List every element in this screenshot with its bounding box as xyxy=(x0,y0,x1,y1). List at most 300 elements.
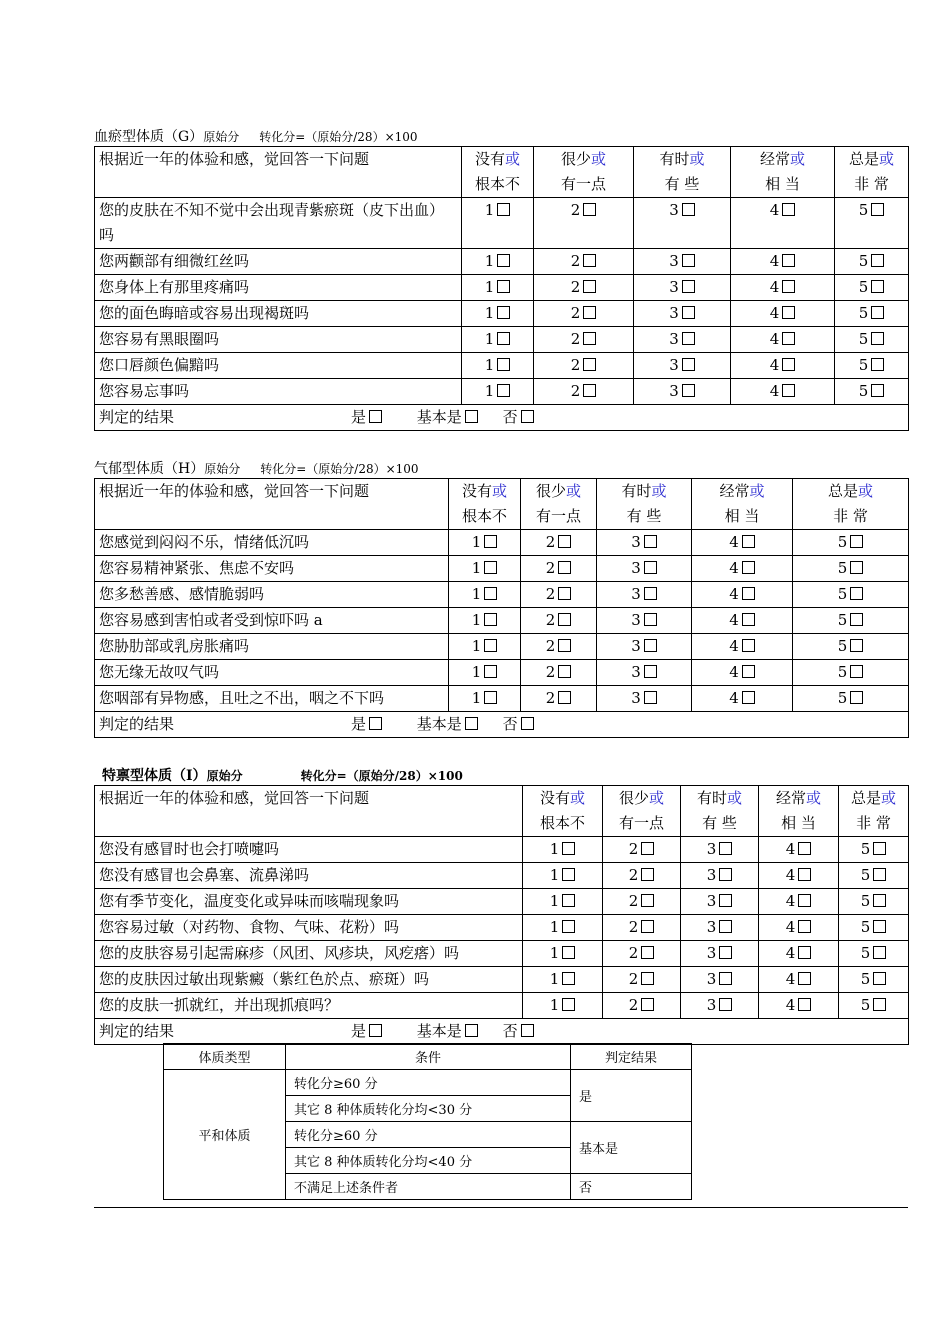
header-row xyxy=(95,479,909,530)
score-option[interactable] xyxy=(603,889,681,915)
score-option[interactable] xyxy=(521,634,597,660)
verdict-row xyxy=(95,1019,909,1045)
score-option[interactable] xyxy=(793,582,909,608)
score-option[interactable] xyxy=(793,608,909,634)
score-option[interactable] xyxy=(534,198,634,249)
option-header: 有时或 有 些 xyxy=(597,479,692,530)
score-option[interactable] xyxy=(759,941,839,967)
score-option[interactable] xyxy=(603,967,681,993)
score-checkbox[interactable] xyxy=(742,613,755,626)
score-checkbox[interactable] xyxy=(873,998,886,1011)
checkbox-yes[interactable] xyxy=(369,717,382,730)
score-checkbox[interactable] xyxy=(558,613,571,626)
option-header: 很少或 有一点 xyxy=(534,147,634,198)
score-checkbox[interactable] xyxy=(583,280,596,293)
checkbox-no[interactable] xyxy=(521,717,534,730)
score-option[interactable] xyxy=(521,686,597,712)
score-option[interactable] xyxy=(634,198,731,249)
score-option[interactable] xyxy=(534,353,634,379)
score-checkbox[interactable] xyxy=(583,203,596,216)
score-option[interactable] xyxy=(681,889,759,915)
score-number: 2 xyxy=(570,330,581,348)
score-number: 4 xyxy=(785,918,796,936)
score-checkbox[interactable] xyxy=(798,868,811,881)
score-option[interactable] xyxy=(692,660,793,686)
score-option[interactable] xyxy=(759,863,839,889)
score-option[interactable] xyxy=(521,556,597,582)
score-checkbox[interactable] xyxy=(484,639,497,652)
score-checkbox[interactable] xyxy=(742,665,755,678)
conversion-formula: 转化分=（原始分/28）×100 xyxy=(300,769,463,783)
score-option[interactable] xyxy=(835,198,909,249)
score-number: 5 xyxy=(858,330,869,348)
question-row xyxy=(95,915,909,941)
score-option[interactable] xyxy=(793,530,909,556)
score-checkbox[interactable] xyxy=(798,946,811,959)
score-number: 5 xyxy=(858,201,869,219)
score-option[interactable] xyxy=(681,993,759,1019)
score-checkbox[interactable] xyxy=(641,946,654,959)
score-option[interactable] xyxy=(597,686,692,712)
score-number: 4 xyxy=(729,637,739,655)
score-option[interactable] xyxy=(534,327,634,353)
score-option[interactable] xyxy=(523,837,603,863)
score-checkbox[interactable] xyxy=(871,358,884,371)
score-number: 3 xyxy=(706,996,717,1014)
score-checkbox[interactable] xyxy=(583,384,596,397)
score-checkbox[interactable] xyxy=(798,920,811,933)
question-row xyxy=(95,582,909,608)
score-checkbox[interactable] xyxy=(742,535,755,548)
score-option[interactable] xyxy=(523,993,603,1019)
score-option[interactable] xyxy=(523,889,603,915)
question-text: 您容易感到害怕或者受到惊吓吗 a xyxy=(95,608,449,634)
score-option[interactable] xyxy=(449,582,521,608)
score-option[interactable] xyxy=(839,889,909,915)
score-checkbox[interactable] xyxy=(641,920,654,933)
score-option[interactable] xyxy=(521,660,597,686)
score-checkbox[interactable] xyxy=(583,332,596,345)
score-checkbox[interactable] xyxy=(558,561,571,574)
score-number: 3 xyxy=(669,356,679,374)
score-option[interactable] xyxy=(603,993,681,1019)
header-row xyxy=(95,147,909,198)
score-checkbox[interactable] xyxy=(497,358,510,371)
score-option[interactable] xyxy=(603,837,681,863)
question-text: 您感觉到闷闷不乐，情绪低沉吗 xyxy=(95,530,449,556)
raw-score-label: 原始分 xyxy=(203,130,240,144)
question-row xyxy=(95,889,909,915)
checkbox-yes[interactable] xyxy=(369,1024,382,1037)
score-option[interactable] xyxy=(835,353,909,379)
score-option[interactable] xyxy=(521,530,597,556)
score-checkbox[interactable] xyxy=(742,587,755,600)
score-checkbox[interactable] xyxy=(583,254,596,267)
score-option[interactable] xyxy=(597,634,692,660)
score-checkbox[interactable] xyxy=(798,972,811,985)
score-option[interactable] xyxy=(534,301,634,327)
score-checkbox[interactable] xyxy=(562,842,575,855)
score-option[interactable] xyxy=(681,837,759,863)
score-option[interactable] xyxy=(449,530,521,556)
score-checkbox[interactable] xyxy=(583,306,596,319)
score-number: 1 xyxy=(484,278,495,296)
score-number: 2 xyxy=(545,611,556,629)
score-checkbox[interactable] xyxy=(562,920,575,933)
score-option[interactable] xyxy=(523,967,603,993)
score-number: 3 xyxy=(669,201,679,219)
verdict-label: 判定的结果 xyxy=(99,408,175,426)
verdict-label: 判定的结果 xyxy=(99,715,175,733)
score-option[interactable] xyxy=(449,660,521,686)
score-option[interactable] xyxy=(597,660,692,686)
score-option[interactable] xyxy=(449,634,521,660)
score-option[interactable] xyxy=(681,941,759,967)
score-number: 3 xyxy=(669,278,679,296)
score-option[interactable] xyxy=(839,993,909,1019)
score-number: 5 xyxy=(858,382,869,400)
score-option[interactable] xyxy=(692,556,793,582)
score-checkbox[interactable] xyxy=(644,639,657,652)
score-number: 4 xyxy=(729,611,739,629)
criteria-header-type: 体质类型 xyxy=(164,1044,286,1070)
score-checkbox[interactable] xyxy=(682,254,695,267)
score-checkbox[interactable] xyxy=(484,665,497,678)
score-number: 5 xyxy=(837,663,848,681)
question-row xyxy=(95,686,909,712)
score-number: 1 xyxy=(549,944,560,962)
score-checkbox[interactable] xyxy=(682,384,695,397)
score-option[interactable] xyxy=(839,915,909,941)
criteria-condition: 转化分≥60 分 xyxy=(286,1070,571,1096)
score-option[interactable] xyxy=(731,301,835,327)
score-option[interactable] xyxy=(597,608,692,634)
score-option[interactable] xyxy=(597,582,692,608)
score-checkbox[interactable] xyxy=(850,535,863,548)
questionnaire-table xyxy=(94,785,909,1045)
score-option[interactable] xyxy=(793,686,909,712)
question-row xyxy=(95,353,909,379)
score-number: 5 xyxy=(860,944,871,962)
score-option[interactable] xyxy=(692,582,793,608)
score-option[interactable] xyxy=(839,941,909,967)
score-checkbox[interactable] xyxy=(873,920,886,933)
score-checkbox[interactable] xyxy=(497,332,510,345)
score-checkbox[interactable] xyxy=(850,561,863,574)
option-header: 总是或 非 常 xyxy=(839,786,909,837)
score-checkbox[interactable] xyxy=(484,535,497,548)
score-checkbox[interactable] xyxy=(871,203,884,216)
score-checkbox[interactable] xyxy=(719,894,732,907)
score-checkbox[interactable] xyxy=(497,306,510,319)
question-text: 您胁肋部或乳房胀痛吗 xyxy=(95,634,449,660)
score-checkbox[interactable] xyxy=(497,203,510,216)
score-option[interactable] xyxy=(759,967,839,993)
score-checkbox[interactable] xyxy=(798,894,811,907)
score-option[interactable] xyxy=(534,249,634,275)
score-checkbox[interactable] xyxy=(782,203,795,216)
score-option[interactable] xyxy=(462,353,534,379)
score-option[interactable] xyxy=(793,660,909,686)
score-checkbox[interactable] xyxy=(644,587,657,600)
score-checkbox[interactable] xyxy=(719,946,732,959)
score-option[interactable] xyxy=(835,249,909,275)
question-row xyxy=(95,863,909,889)
score-checkbox[interactable] xyxy=(644,665,657,678)
score-checkbox[interactable] xyxy=(682,280,695,293)
score-checkbox[interactable] xyxy=(644,535,657,548)
checkbox-no[interactable] xyxy=(521,1024,534,1037)
question-row xyxy=(95,301,909,327)
score-option[interactable] xyxy=(681,863,759,889)
score-checkbox[interactable] xyxy=(644,613,657,626)
score-checkbox[interactable] xyxy=(484,691,497,704)
question-row xyxy=(95,249,909,275)
score-checkbox[interactable] xyxy=(719,998,732,1011)
option-header: 经常或 相 当 xyxy=(731,147,835,198)
score-option[interactable] xyxy=(835,327,909,353)
score-checkbox[interactable] xyxy=(873,868,886,881)
score-checkbox[interactable] xyxy=(562,868,575,881)
score-option[interactable] xyxy=(462,275,534,301)
score-number: 3 xyxy=(631,611,641,629)
option-header: 没有或 根本不 xyxy=(523,786,603,837)
score-option[interactable] xyxy=(759,837,839,863)
score-checkbox[interactable] xyxy=(873,972,886,985)
score-option[interactable] xyxy=(731,249,835,275)
score-option[interactable] xyxy=(603,863,681,889)
score-option[interactable] xyxy=(449,608,521,634)
score-option[interactable] xyxy=(759,915,839,941)
score-option[interactable] xyxy=(449,556,521,582)
score-checkbox[interactable] xyxy=(558,535,571,548)
score-option[interactable] xyxy=(839,863,909,889)
score-checkbox[interactable] xyxy=(742,561,755,574)
score-checkbox[interactable] xyxy=(782,280,795,293)
score-option[interactable] xyxy=(634,379,731,405)
score-option[interactable] xyxy=(634,301,731,327)
score-option[interactable] xyxy=(462,198,534,249)
score-option[interactable] xyxy=(603,941,681,967)
score-option[interactable] xyxy=(731,379,835,405)
score-checkbox[interactable] xyxy=(583,358,596,371)
score-number: 5 xyxy=(860,970,871,988)
verdict-options: 是 基本是 否 xyxy=(351,1019,534,1044)
score-option[interactable] xyxy=(839,837,909,863)
score-option[interactable] xyxy=(681,967,759,993)
score-number: 4 xyxy=(729,559,739,577)
criteria-header-result: 判定结果 xyxy=(571,1044,692,1070)
score-option[interactable] xyxy=(534,379,634,405)
score-checkbox[interactable] xyxy=(558,665,571,678)
score-checkbox[interactable] xyxy=(742,691,755,704)
checkbox-basic-yes[interactable] xyxy=(465,410,478,423)
score-option[interactable] xyxy=(835,301,909,327)
criteria-header-condition: 条件 xyxy=(286,1044,571,1070)
score-option[interactable] xyxy=(521,608,597,634)
score-number: 3 xyxy=(706,892,717,910)
option-header: 经常或 相 当 xyxy=(692,479,793,530)
question-row xyxy=(95,379,909,405)
score-option[interactable] xyxy=(462,249,534,275)
score-number: 1 xyxy=(471,585,482,603)
score-number: 2 xyxy=(545,663,556,681)
checkbox-basic-yes[interactable] xyxy=(465,717,478,730)
score-checkbox[interactable] xyxy=(719,842,732,855)
score-number: 5 xyxy=(858,304,869,322)
option-header: 总是或 非 常 xyxy=(793,479,909,530)
score-checkbox[interactable] xyxy=(742,639,755,652)
score-option[interactable] xyxy=(462,301,534,327)
score-checkbox[interactable] xyxy=(562,946,575,959)
score-option[interactable] xyxy=(759,889,839,915)
score-option[interactable] xyxy=(521,582,597,608)
conversion-formula: 转化分=（原始分/28）×100 xyxy=(260,462,419,476)
score-option[interactable] xyxy=(839,967,909,993)
score-number: 5 xyxy=(837,533,848,551)
score-option[interactable] xyxy=(731,198,835,249)
question-text: 您容易精神紧张、焦虑不安吗 xyxy=(95,556,449,582)
score-number: 2 xyxy=(628,840,639,858)
score-option[interactable] xyxy=(523,915,603,941)
question-row xyxy=(95,634,909,660)
score-option[interactable] xyxy=(759,993,839,1019)
score-number: 2 xyxy=(545,637,556,655)
score-option[interactable] xyxy=(462,379,534,405)
score-option[interactable] xyxy=(835,275,909,301)
score-option[interactable] xyxy=(692,530,793,556)
score-checkbox[interactable] xyxy=(873,842,886,855)
score-checkbox[interactable] xyxy=(641,972,654,985)
score-checkbox[interactable] xyxy=(484,613,497,626)
score-checkbox[interactable] xyxy=(484,587,497,600)
score-checkbox[interactable] xyxy=(558,691,571,704)
score-option[interactable] xyxy=(681,915,759,941)
score-option[interactable] xyxy=(634,249,731,275)
score-checkbox[interactable] xyxy=(850,639,863,652)
score-option[interactable] xyxy=(793,556,909,582)
score-number: 4 xyxy=(729,663,739,681)
score-checkbox[interactable] xyxy=(558,587,571,600)
score-checkbox[interactable] xyxy=(682,358,695,371)
score-checkbox[interactable] xyxy=(562,972,575,985)
score-number: 2 xyxy=(570,304,581,322)
section-title xyxy=(94,460,908,478)
score-option[interactable] xyxy=(634,327,731,353)
score-checkbox[interactable] xyxy=(644,561,657,574)
score-checkbox[interactable] xyxy=(641,868,654,881)
score-checkbox[interactable] xyxy=(641,998,654,1011)
score-checkbox[interactable] xyxy=(782,254,795,267)
score-checkbox[interactable] xyxy=(641,894,654,907)
score-option[interactable] xyxy=(692,634,793,660)
score-checkbox[interactable] xyxy=(782,332,795,345)
score-option[interactable] xyxy=(634,353,731,379)
score-checkbox[interactable] xyxy=(873,946,886,959)
score-option[interactable] xyxy=(793,634,909,660)
score-number: 3 xyxy=(631,689,641,707)
score-checkbox[interactable] xyxy=(682,332,695,345)
score-number: 5 xyxy=(837,559,848,577)
score-number: 2 xyxy=(628,970,639,988)
score-checkbox[interactable] xyxy=(562,894,575,907)
score-checkbox[interactable] xyxy=(850,613,863,626)
score-checkbox[interactable] xyxy=(782,384,795,397)
score-checkbox[interactable] xyxy=(871,384,884,397)
raw-score-label: 原始分 xyxy=(206,769,243,783)
score-checkbox[interactable] xyxy=(871,280,884,293)
score-number: 2 xyxy=(628,866,639,884)
score-checkbox[interactable] xyxy=(497,254,510,267)
score-checkbox[interactable] xyxy=(719,972,732,985)
score-checkbox[interactable] xyxy=(873,894,886,907)
question-text: 您容易有黑眼圈吗 xyxy=(95,327,462,353)
score-checkbox[interactable] xyxy=(719,920,732,933)
score-number: 5 xyxy=(860,918,871,936)
score-checkbox[interactable] xyxy=(850,691,863,704)
score-checkbox[interactable] xyxy=(644,691,657,704)
score-number: 3 xyxy=(706,918,717,936)
score-option[interactable] xyxy=(523,941,603,967)
score-option[interactable] xyxy=(603,915,681,941)
score-checkbox[interactable] xyxy=(558,639,571,652)
score-checkbox[interactable] xyxy=(497,280,510,293)
question-text: 您口唇颜色偏黯吗 xyxy=(95,353,462,379)
question-row xyxy=(95,275,909,301)
score-checkbox[interactable] xyxy=(871,306,884,319)
score-option[interactable] xyxy=(523,863,603,889)
score-checkbox[interactable] xyxy=(641,842,654,855)
score-option[interactable] xyxy=(835,379,909,405)
score-checkbox[interactable] xyxy=(798,998,811,1011)
score-checkbox[interactable] xyxy=(850,587,863,600)
checkbox-basic-yes[interactable] xyxy=(465,1024,478,1037)
score-option[interactable] xyxy=(597,530,692,556)
raw-score-label: 原始分 xyxy=(204,462,241,476)
score-number: 4 xyxy=(769,356,780,374)
score-option[interactable] xyxy=(534,275,634,301)
score-option[interactable] xyxy=(449,686,521,712)
score-checkbox[interactable] xyxy=(871,254,884,267)
score-checkbox[interactable] xyxy=(871,332,884,345)
verdict-options: 是 基本是 否 xyxy=(351,405,534,430)
score-option[interactable] xyxy=(731,275,835,301)
option-header: 有时或 有 些 xyxy=(634,147,731,198)
score-checkbox[interactable] xyxy=(850,665,863,678)
score-number: 2 xyxy=(570,356,581,374)
score-option[interactable] xyxy=(692,608,793,634)
score-checkbox[interactable] xyxy=(497,384,510,397)
score-option[interactable] xyxy=(731,327,835,353)
score-checkbox[interactable] xyxy=(562,998,575,1011)
score-checkbox[interactable] xyxy=(682,203,695,216)
checkbox-yes[interactable] xyxy=(369,410,382,423)
score-option[interactable] xyxy=(597,556,692,582)
score-number: 1 xyxy=(549,866,560,884)
score-checkbox[interactable] xyxy=(798,842,811,855)
score-option[interactable] xyxy=(731,353,835,379)
score-checkbox[interactable] xyxy=(782,358,795,371)
score-option[interactable] xyxy=(692,686,793,712)
checkbox-no[interactable] xyxy=(521,410,534,423)
score-checkbox[interactable] xyxy=(719,868,732,881)
score-checkbox[interactable] xyxy=(484,561,497,574)
score-checkbox[interactable] xyxy=(782,306,795,319)
score-checkbox[interactable] xyxy=(682,306,695,319)
question-text: 您的皮肤一抓就红，并出现抓痕吗？ xyxy=(95,993,523,1019)
score-option[interactable] xyxy=(634,275,731,301)
score-option[interactable] xyxy=(462,327,534,353)
